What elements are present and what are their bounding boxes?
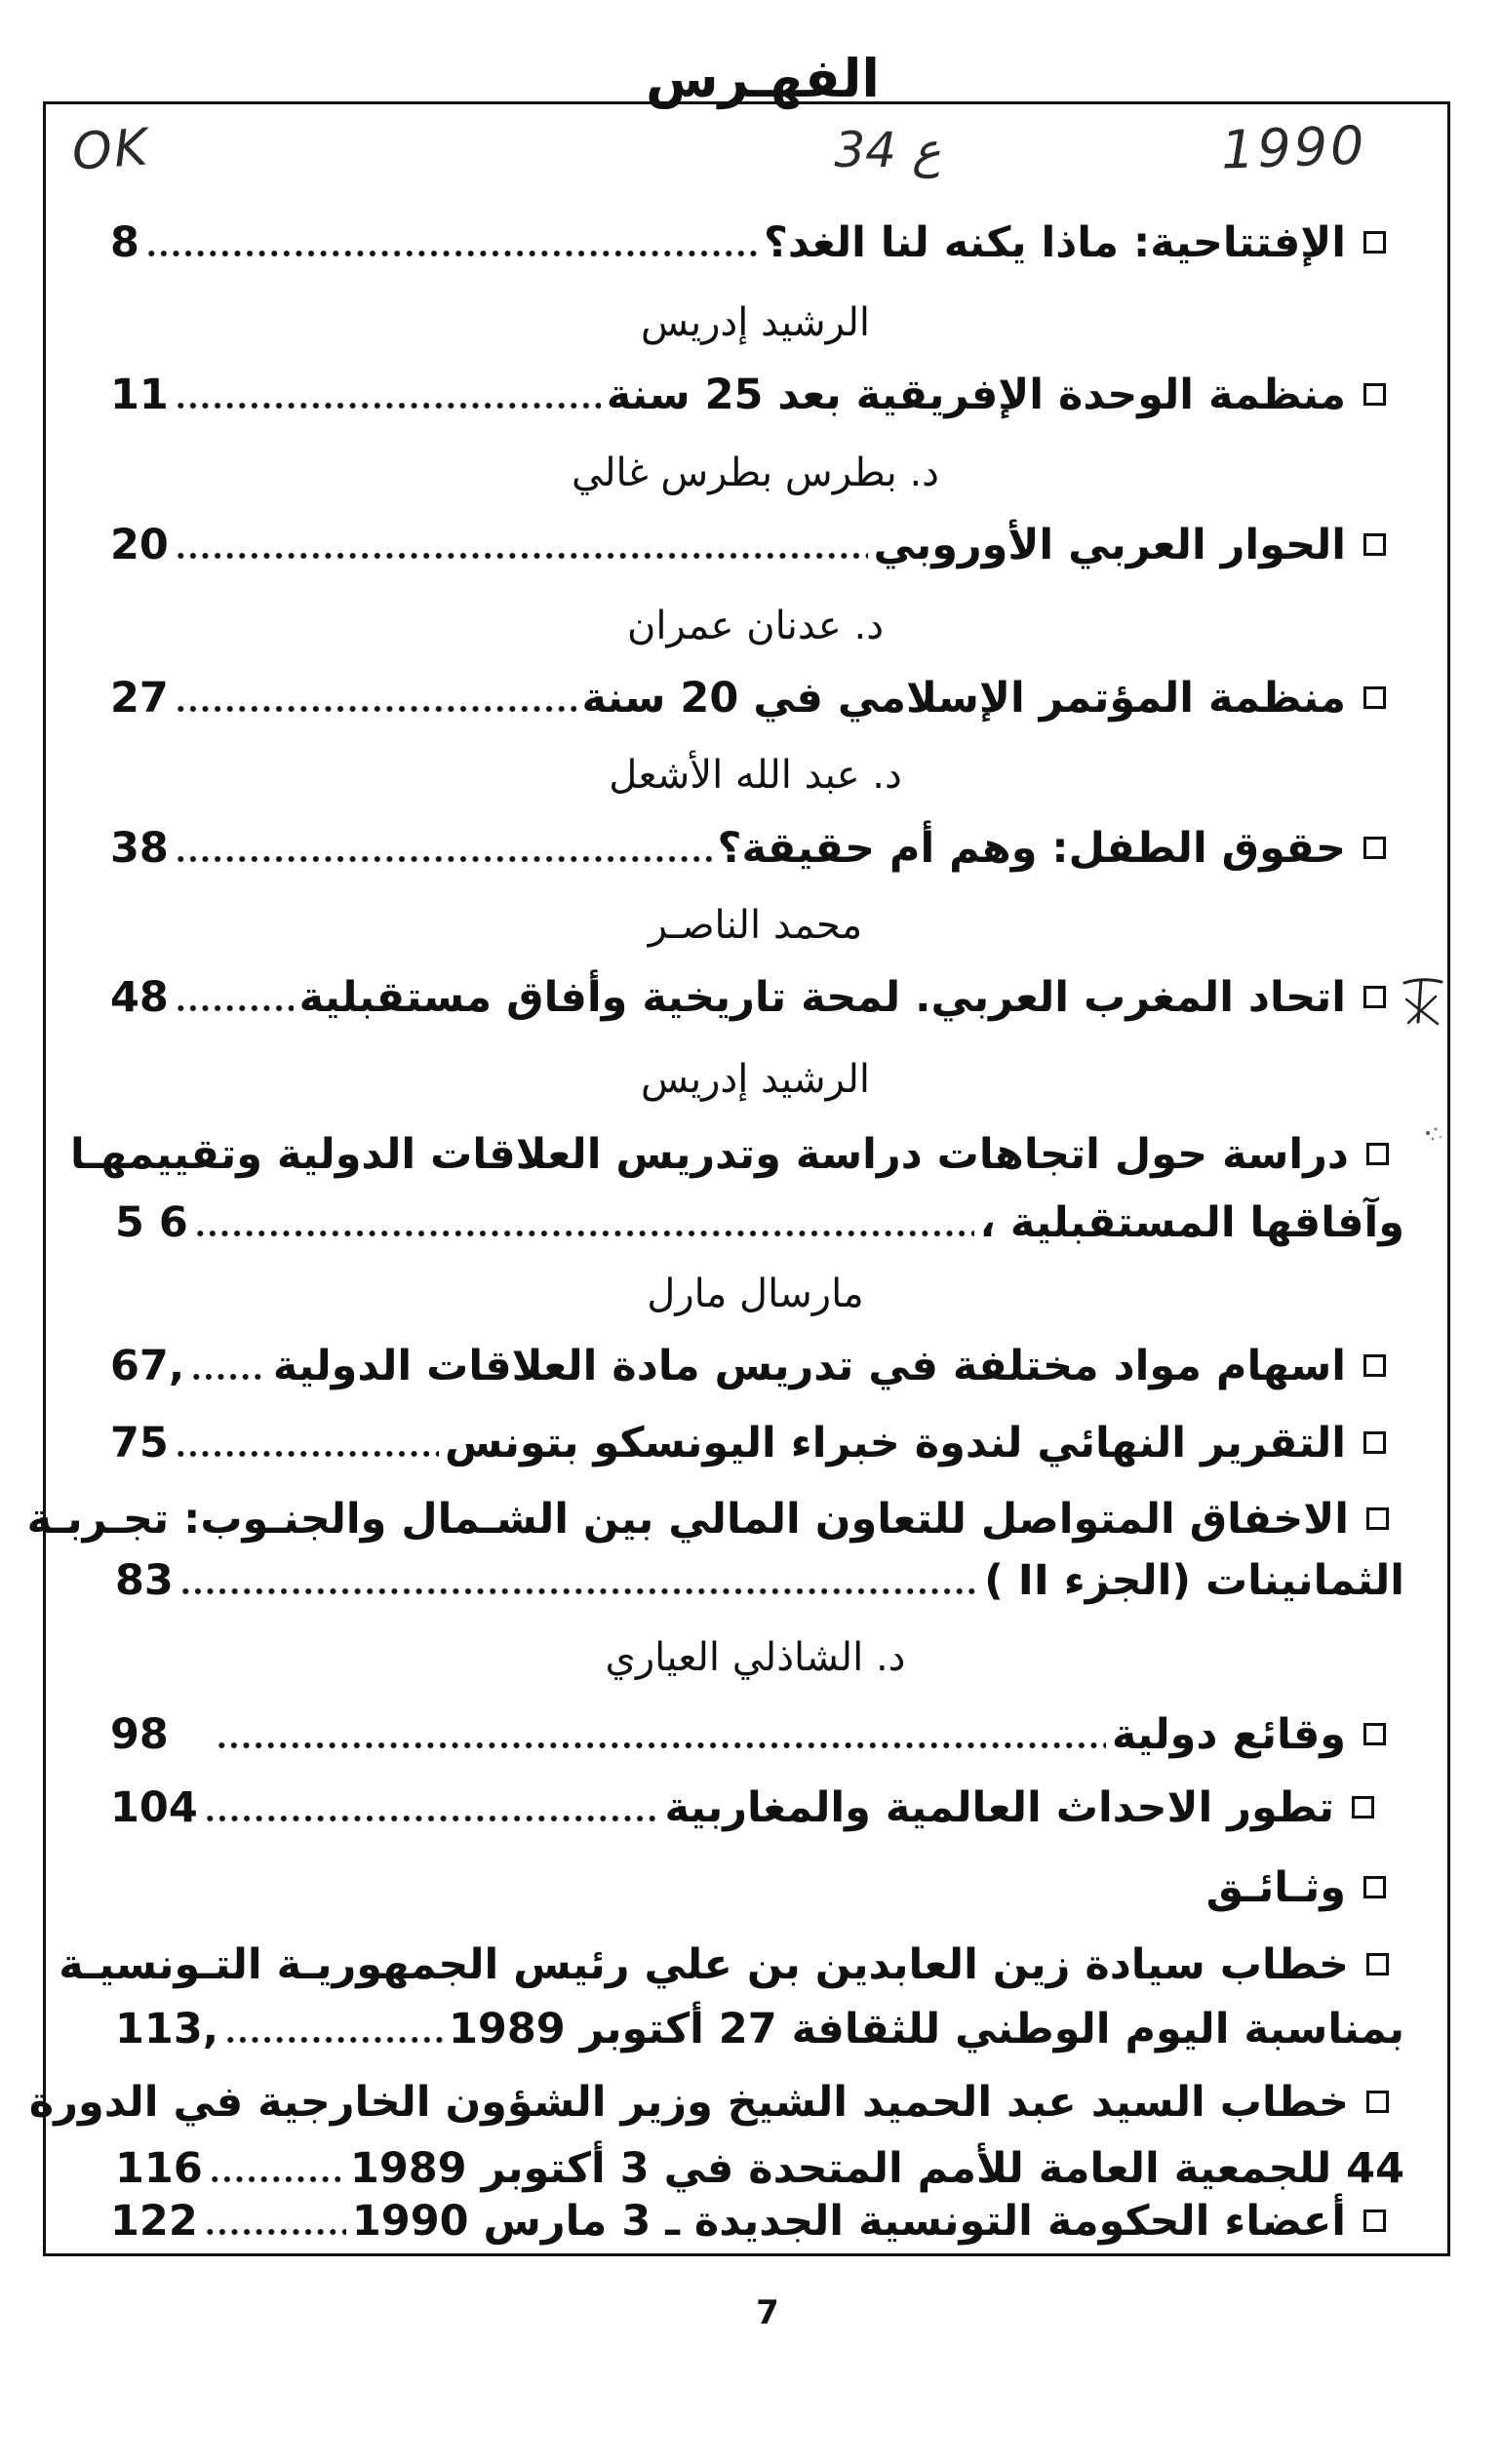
dot-leader xyxy=(175,705,576,713)
entry-title: وثـائـق xyxy=(1205,1863,1346,1912)
dot-leader xyxy=(175,855,712,863)
dot-leader xyxy=(194,1230,974,1237)
dot-leader xyxy=(204,2228,346,2236)
entry-title: أعضاء الحكومة التونسية الجديدة ـ 3 مارس 1990 xyxy=(351,2197,1346,2246)
dot-leader xyxy=(175,402,601,410)
checkbox-icon xyxy=(1366,1143,1389,1165)
dot-leader xyxy=(216,1741,1106,1749)
toc-entry xyxy=(110,1337,1386,1395)
entry-title: التقرير النهائي لندوة خبراء اليونسكو بتونس xyxy=(444,1419,1346,1467)
entry-title: وقائع دولية xyxy=(1111,1710,1346,1759)
dot-leader xyxy=(175,1450,439,1458)
entry-author: محمد الناصـر xyxy=(648,903,863,948)
dot-leader xyxy=(224,2036,443,2044)
entry-title-line1: الاخفاق المتواصل للتعاون المالي بين الشـمال والجنـوب: تجـربـة xyxy=(26,1495,1349,1544)
toc-entry-continuation xyxy=(115,1193,1404,1252)
entry-title: اتحاد المغرب العربي. لمحة تاريخية وأفاق مستقبلية xyxy=(298,973,1346,1022)
entry-title-line2: 44 للجمعية العامة للأمم المتحدة في 3 أكتوبر 1989 xyxy=(349,2144,1404,2193)
entry-title: منظمة المؤتمر الإسلامي في 20 سنة xyxy=(581,674,1346,723)
entry-page: 48 xyxy=(110,973,169,1022)
entry-page: 20 xyxy=(110,521,169,569)
checkbox-icon xyxy=(1363,1723,1386,1745)
entry-title: الإفتتاحية: ماذا يكنه لنا الغد؟ xyxy=(763,218,1346,267)
page-number: 7 xyxy=(756,2293,779,2332)
entry-title: الحوار العربي الأوروبي xyxy=(873,521,1346,569)
page-title: الفهـرس xyxy=(646,48,880,109)
checkbox-icon xyxy=(1366,2091,1389,2113)
dot-leader xyxy=(175,1004,294,1012)
checkbox-icon xyxy=(1366,1953,1389,1975)
checkbox-icon xyxy=(1366,1507,1389,1530)
dot-leader xyxy=(204,1815,659,1822)
checkbox-icon xyxy=(1363,2210,1386,2232)
toc-entry xyxy=(28,2073,1389,2132)
entry-page: 116 xyxy=(115,2144,203,2193)
toc-entry xyxy=(110,1705,1386,1764)
entry-author: مارسال مارل xyxy=(647,1271,864,1316)
handwritten-year-note: 1990 xyxy=(1219,114,1368,181)
toc-entry xyxy=(110,214,1386,272)
entry-title: تطور الاحداث العالمية والمغاربية xyxy=(664,1783,1334,1832)
ink-speck xyxy=(1416,1119,1449,1153)
toc-section-heading xyxy=(110,1858,1386,1917)
toc-entry xyxy=(110,516,1386,574)
toc-entry xyxy=(110,1779,1374,1837)
checkbox-icon xyxy=(1363,686,1386,709)
entry-title-line1: دراسة حول اتجاهات دراسة وتدريس العلاقات الدولية وتقييمهـا xyxy=(69,1130,1349,1179)
checkbox-icon xyxy=(1352,1796,1374,1819)
entry-page: 27 xyxy=(110,674,169,723)
checkbox-icon xyxy=(1363,1354,1386,1377)
entry-page: 8 xyxy=(110,218,139,267)
toc-entry-continuation xyxy=(115,1551,1404,1610)
toc-entry xyxy=(110,1414,1386,1472)
entry-page: 38 xyxy=(110,824,169,873)
toc-entry-continuation xyxy=(115,2000,1404,2058)
toc-entry xyxy=(110,2192,1386,2250)
entry-page: 83 xyxy=(115,1556,174,1605)
entry-title-line2: بمناسبة اليوم الوطني للثقافة 27 أكتوبر 1989 xyxy=(449,2005,1404,2053)
entry-title: منظمة الوحدة الإفريقية بعد 25 سنة xyxy=(606,371,1346,419)
checkbox-icon xyxy=(1363,231,1386,254)
toc-entry xyxy=(110,669,1386,727)
dot-leader xyxy=(179,1587,978,1595)
entry-title-line1: خطاب السيد عبد الحميد الشيخ وزير الشؤون الخارجية في الدورة xyxy=(28,2078,1349,2127)
entry-page: 67, xyxy=(110,1342,185,1390)
entry-page: 11 xyxy=(110,371,169,419)
toc-entry-continuation xyxy=(115,2139,1404,2198)
toc-entry xyxy=(110,366,1386,424)
entry-author: الرشيد إدريس xyxy=(640,1057,871,1102)
entry-title-line2: الثمانينات (الجزء II ) xyxy=(984,1556,1404,1605)
checkbox-icon xyxy=(1363,533,1386,556)
entry-author: د. عبد الله الأشعل xyxy=(609,753,902,798)
handwritten-mark-icon xyxy=(1399,973,1447,1028)
toc-entry xyxy=(110,968,1386,1027)
handwritten-issue-note: ع 34 xyxy=(834,122,941,178)
checkbox-icon xyxy=(1363,837,1386,859)
dot-leader xyxy=(209,2175,344,2183)
entry-page: 98 xyxy=(110,1710,169,1759)
entry-author: د. الشاذلي العياري xyxy=(605,1635,906,1680)
handwritten-ok-note: OK xyxy=(70,118,152,182)
entry-title: اسهام مواد مختلفة في تدريس مادة العلاقات الدولية xyxy=(272,1342,1346,1390)
toc-entry xyxy=(26,1490,1389,1548)
entry-page: 113, xyxy=(115,2005,219,2053)
dot-leader xyxy=(190,1373,267,1381)
checkbox-icon xyxy=(1363,986,1386,1008)
entry-page: 122 xyxy=(110,2197,198,2246)
toc-entry xyxy=(69,1125,1389,1184)
entry-title-line1: خطاب سيادة زين العابدين بن علي رئيس الجمهوريـة التـونسيـة xyxy=(59,1940,1349,1989)
entry-page: 5 6 xyxy=(115,1198,188,1247)
entry-page: 75 xyxy=(110,1419,169,1467)
checkbox-icon xyxy=(1363,383,1386,406)
checkbox-icon xyxy=(1363,1876,1386,1898)
dot-leader xyxy=(175,552,868,560)
dot-leader xyxy=(145,250,758,257)
toc-entry xyxy=(59,1936,1389,1994)
entry-author: د. بطرس بطرس غالي xyxy=(572,450,939,495)
checkbox-icon xyxy=(1363,1431,1386,1454)
entry-title: حقوق الطفل: وهم أم حقيقة؟ xyxy=(717,824,1346,873)
entry-author: د. عدنان عمران xyxy=(626,604,885,648)
entry-title-line2: وآفاقها المستقبلية ، xyxy=(979,1198,1404,1247)
entry-author: الرشيد إدريس xyxy=(640,300,871,345)
entry-page: 104 xyxy=(110,1783,198,1832)
toc-entry xyxy=(110,819,1386,878)
